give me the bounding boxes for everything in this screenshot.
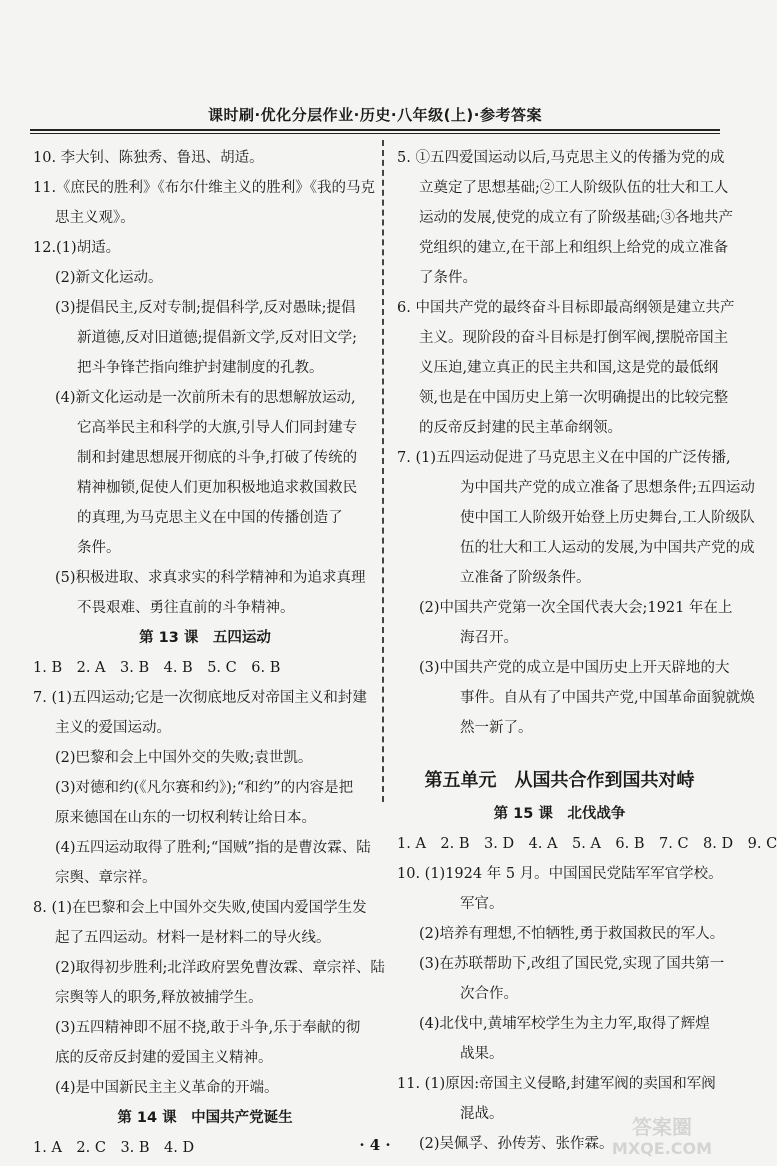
answer-line: 使中国工人阶级开始登上历史舞台,工人阶级队 xyxy=(460,510,755,526)
answer-line: 新道德,反对旧道德;提倡新文学,反对旧文学; xyxy=(77,330,357,346)
answer-line: 8. (1)在巴黎和会上中国外交失败,使国内爱国学生发 xyxy=(33,900,367,916)
lesson-heading: 第 14 课 中国共产党诞生 xyxy=(117,1110,293,1126)
answer-line: 10. (1)1924 年 5 月。中国国民党陆军军官学校。 xyxy=(397,866,723,882)
answer-line: 义压迫,建立真正的民主共和国,这是党的最低纲 xyxy=(419,360,719,376)
answer-line: 海召开。 xyxy=(460,630,518,646)
answer-line: (2)巴黎和会上中国外交的失败;袁世凯。 xyxy=(55,750,313,766)
answer-line: 为中国共产党的成立准备了思想条件;五四运动 xyxy=(460,480,755,496)
answer-line: 1. A 2. B 3. D 4. A 5. A 6. B 7. C 8. D 9. C xyxy=(397,836,777,852)
answer-line: 10. 李大钊、陈独秀、鲁迅、胡适。 xyxy=(33,150,264,166)
answer-line: 伍的壮大和工人运动的发展,为中国共产党的成 xyxy=(460,540,755,556)
answer-line: 制和封建思想展开彻底的斗争,打破了传统的 xyxy=(77,450,358,466)
left-column xyxy=(33,143,385,1163)
answer-line: 把斗争锋芒指向维护封建制度的孔教。 xyxy=(77,360,324,376)
answer-line: 12.(1)胡适。 xyxy=(33,240,121,256)
answer-line: 运动的发展,使党的成立有了阶级基础;③各地共产 xyxy=(419,210,733,226)
page-header-title: 课时刷·优化分层作业·历史·八年级(上)·参考答案 xyxy=(207,106,542,124)
section-gap xyxy=(397,743,722,759)
answer-line: (3)中国共产党的成立是中国历史上开天辟地的大 xyxy=(419,660,730,676)
answer-line: 6. 中国共产党的最终奋斗目标即最高纲领是建立共产 xyxy=(397,300,735,316)
answer-line: 精神枷锁,促使人们更加积极地追求救国救民 xyxy=(77,480,358,496)
answer-line: (3)对德和约(《凡尔赛和约》);“和约”的内容是把 xyxy=(55,780,354,796)
answer-line: 主义。现阶段的奋斗目标是打倒军阀,摆脱帝国主 xyxy=(419,330,729,346)
answer-line: 它高举民主和科学的大旗,引导人们同封建专 xyxy=(77,420,358,436)
unit-heading: 第五单元 从国共合作到国共对峙 xyxy=(424,770,695,791)
answer-line: (2)吴佩孚、孙传芳、张作霖。 xyxy=(419,1136,614,1152)
answer-line: 战果。 xyxy=(460,1046,504,1062)
answer-line: 原来德国在山东的一切权利转让给日本。 xyxy=(55,810,316,826)
answer-line: 1. B 2. A 3. B 4. B 5. C 6. B xyxy=(33,660,281,676)
answer-line: 11.《庶民的胜利》《布尔什维主义的胜利》《我的马克 xyxy=(33,180,376,196)
header-rule-thick xyxy=(30,129,720,131)
answer-line: 条件。 xyxy=(77,540,121,556)
answer-line: (2)新文化运动。 xyxy=(55,270,163,286)
answer-line: 主义的爱国运动。 xyxy=(55,720,171,736)
answer-line: 然一新了。 xyxy=(460,720,533,736)
header-rule-thin xyxy=(30,133,720,134)
watermark-bottom-text: MXQE.COM xyxy=(611,1139,713,1158)
answer-line: 了条件。 xyxy=(419,270,477,286)
answer-line: 7. (1)五四运动;它是一次彻底地反对帝国主义和封建 xyxy=(33,690,367,706)
answer-line: 宗舆等人的职务,释放被捕学生。 xyxy=(55,990,263,1006)
answer-line: 的真理,为马克思主义在中国的传播创造了 xyxy=(77,510,343,526)
answer-line: (2)培养有理想,不怕牺牲,勇于救国救民的军人。 xyxy=(419,926,725,942)
answer-line: (4)五四运动取得了胜利;“国贼”指的是曹汝霖、陆 xyxy=(55,840,371,856)
answer-line: 立奠定了思想基础;②工人阶级队伍的壮大和工人 xyxy=(419,180,729,196)
answer-line: 5. ①五四爱国运动以后,马克思主义的传播为党的成 xyxy=(397,150,725,166)
column-divider xyxy=(382,140,384,802)
answer-line: (3)提倡民主,反对专制;提倡科学,反对愚昧;提倡 xyxy=(55,300,356,316)
watermark-top-text: 答案圈 xyxy=(632,1115,692,1139)
answer-line: 次合作。 xyxy=(460,986,518,1002)
right-column xyxy=(397,143,777,1159)
answer-line: (4)北伐中,黄埔军校学生为主力军,取得了辉煌 xyxy=(419,1016,710,1032)
answer-line: (5)积极进取、求真求实的科学精神和为追求真理 xyxy=(55,570,366,586)
answer-line: (4)是中国新民主主义革命的开端。 xyxy=(55,1080,279,1096)
lesson-heading: 第 13 课 五四运动 xyxy=(139,630,271,646)
answer-line: 不畏艰难、勇往直前的斗争精神。 xyxy=(77,600,295,616)
answer-line: (4)新文化运动是一次前所未有的思想解放运动, xyxy=(55,390,356,406)
answer-line: 起了五四运动。材料一是材料二的导火线。 xyxy=(55,930,331,946)
answer-line: (2)取得初步胜利;北洋政府罢免曹汝霖、章宗祥、陆 xyxy=(55,960,385,976)
answer-line: 事件。自从有了中国共产党,中国革命面貌就焕 xyxy=(460,690,755,706)
answer-line: 底的反帝反封建的爱国主义精神。 xyxy=(55,1050,273,1066)
answer-line: (3)五四精神即不屈不挠,敢于斗争,乐于奉献的彻 xyxy=(55,1020,361,1036)
answer-line: 思主义观》。 xyxy=(55,210,135,226)
answer-line: 7. (1)五四运动促进了马克思主义在中国的广泛传播, xyxy=(397,450,731,466)
answer-line: 宗舆、章宗祥。 xyxy=(55,870,157,886)
answer-line: 党组织的建立,在干部上和组织上给党的成立准备 xyxy=(419,240,729,256)
answer-line: 11. (1)原因:帝国主义侵略,封建军阀的卖国和军阀 xyxy=(397,1076,716,1092)
answer-line: 混战。 xyxy=(460,1106,504,1122)
answer-line: 的反帝反封建的民主革命纲领。 xyxy=(419,420,622,436)
answer-line: 立准备了阶级条件。 xyxy=(460,570,591,586)
answer-line: (2)中国共产党第一次全国代表大会;1921 年在上 xyxy=(419,600,733,616)
watermark-logo xyxy=(588,1112,736,1158)
page-number: · 4 · xyxy=(359,1136,391,1154)
lesson-heading: 第 15 课 北伐战争 xyxy=(493,806,626,822)
answer-line: (3)在苏联帮助下,改组了国民党,实现了国共第一 xyxy=(419,956,725,972)
answer-line: 1. A 2. C 3. B 4. D xyxy=(33,1140,195,1156)
answer-line: 领,也是在中国历史上第一次明确提出的比较完整 xyxy=(419,390,729,406)
answer-line: 军官。 xyxy=(460,896,504,912)
